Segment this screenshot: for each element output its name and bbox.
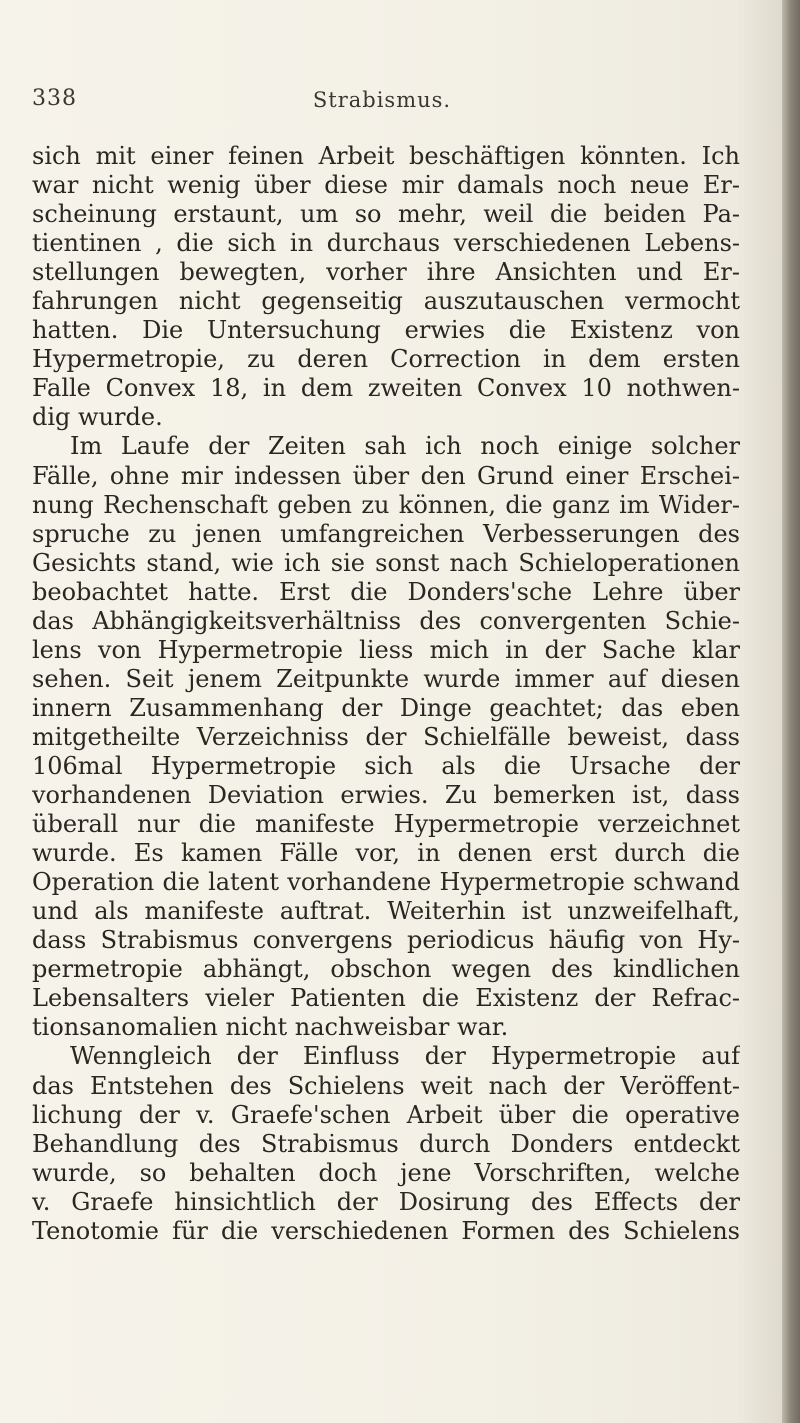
text-line: sich mit einer feinen Arbeit beschäftigen könnten. Ich: [32, 142, 740, 170]
text-line: tionsanomalien nicht nachweisbar war.: [32, 1013, 509, 1042]
running-head: Strabismus.: [312, 88, 452, 112]
text-line: vorhandenen Deviation erwies. Zu bemerken ist, dass: [32, 781, 740, 810]
text-line: und als manifeste auftrat. Weiterhin ist unzweifelhaft,: [32, 897, 740, 926]
text-line: Operation die latent vorhandene Hypermetropie schwand: [32, 868, 740, 897]
text-line: wurde. Es kamen Fälle vor, in denen erst durch die: [32, 839, 740, 868]
text-line: 106mal Hypermetropie sich als die Ursache der: [32, 751, 740, 780]
text-line: beobachtet hatte. Erst die Donders'sche Lehre über: [32, 577, 740, 606]
text-line: v. Graefe hinsichtlich der Dosirung des Effects der: [32, 1187, 740, 1216]
text-line: Im Laufe der Zeiten sah ich noch einige solcher: [70, 432, 740, 461]
text-line: lens von Hypermetropie liess mich in der Sache klar: [32, 635, 740, 664]
text-line: sehen. Seit jenem Zeitpunkte wurde immer auf diesen: [32, 664, 740, 693]
text-line: fahrungen nicht gegenseitig auszutauschen vermocht: [32, 287, 740, 316]
text-line: Falle Convex 18, in dem zweiten Convex 10 nothwen-: [32, 374, 740, 403]
text-line: Gesichts stand, wie ich sie sonst nach Schieloperationen: [32, 548, 740, 577]
text-line: tientinen , die sich in durchaus verschiedenen Lebens-: [32, 229, 740, 258]
text-line: permetropie abhängt, obschon wegen des kindlichen: [32, 955, 740, 984]
page-edge: [782, 0, 800, 1423]
text-line: scheinung erstaunt, um so mehr, weil die beiden Pa-: [32, 200, 740, 229]
text-line: Lebensalters vieler Patienten die Existenz der Refrac-: [32, 984, 740, 1013]
body-text: [32, 142, 740, 1246]
text-line: Hypermetropie, zu deren Correction in dem ersten: [32, 345, 740, 374]
text-line: Behandlung des Strabismus durch Donders entdeckt: [32, 1129, 740, 1158]
text-line: dass Strabismus convergens periodicus häufig von Hy-: [32, 926, 740, 955]
text-line: lichung der v. Graefe'schen Arbeit über die operative: [32, 1100, 740, 1129]
text-line: das Entstehen des Schielens weit nach der Veröffent-: [32, 1071, 740, 1100]
text-line: dig wurde.: [32, 403, 163, 432]
text-line: Fälle, ohne mir indessen über den Grund einer Erschei-: [32, 461, 740, 490]
text-line: innern Zusammenhang der Dinge geachtet; das eben: [32, 693, 740, 722]
page-header: [32, 86, 732, 116]
text-line: mitgetheilte Verzeichniss der Schielfälle beweist, dass: [32, 722, 740, 751]
text-line: nung Rechenschaft geben zu können, die ganz im Wider-: [32, 490, 740, 519]
text-line: war nicht wenig über diese mir damals noch neue Er-: [32, 171, 740, 200]
text-line: Wenngleich der Einfluss der Hypermetropie auf: [70, 1042, 740, 1071]
text-line: das Abhängigkeitsverhältniss des convergenten Schie-: [32, 606, 740, 635]
text-line: wurde, so behalten doch jene Vorschriften, welche: [32, 1158, 740, 1187]
text-line: stellungen bewegten, vorher ihre Ansichten und Er-: [32, 258, 740, 287]
page-number: 338: [32, 86, 77, 111]
text-line: hatten. Die Untersuchung erwies die Existenz von: [32, 316, 740, 345]
text-line: überall nur die manifeste Hypermetropie verzeichnet: [32, 810, 740, 839]
text-line: Tenotomie für die verschiedenen Formen des Schielens: [32, 1216, 740, 1245]
text-line: spruche zu jenen umfangreichen Verbesserungen des: [32, 519, 740, 548]
